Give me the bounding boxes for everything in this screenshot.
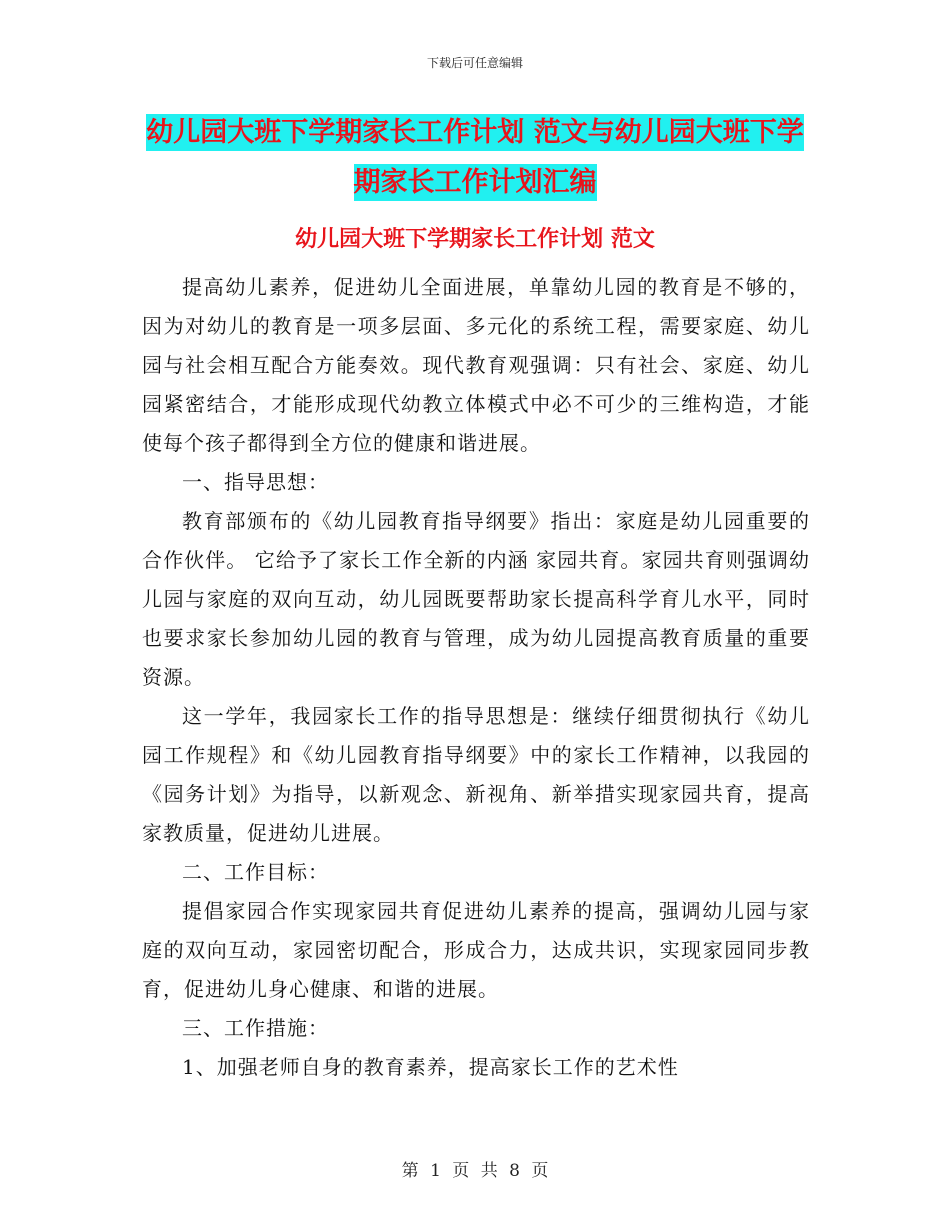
- body-text: [142, 268, 810, 1087]
- section-heading: 三、工作措施：: [182, 1016, 329, 1040]
- paragraph: 教育部颁布的《幼儿园教育指导纲要》指出：家庭是幼儿园重要的合作伙伴。 它给予了家长工作全新的内涵 家园共育。家园共育则强调幼儿园与家庭的双向互动，幼儿园既要帮助家长提高科学育儿水平，同时也要求家长参加幼儿园的教育与管理，成为幼儿园提高教育质量的重要资源。: [142, 509, 810, 689]
- paragraph: 提倡家园合作实现家园共育促进幼儿素养的提高，强调幼儿园与家庭的双向互动，家园密切配合，形成合力，达成共识，实现家园同步教育，促进幼儿身心健康、和谐的进展。: [142, 899, 810, 1001]
- header-note: 下载后可任意编辑: [426, 56, 523, 70]
- document-title: [140, 108, 810, 208]
- paragraph: 1、加强老师自身的教育素养，提高家长工作的艺术性: [182, 1055, 679, 1079]
- section-heading: 一、指导思想：: [182, 470, 329, 494]
- section-title: 幼儿园大班下学期家长工作计划 范文: [295, 227, 655, 252]
- paragraph: 提高幼儿素养，促进幼儿全面进展，单靠幼儿园的教育是不够的，因为对幼儿的教育是一项多层面、多元化的系统工程，需要家庭、幼儿园与社会相互配合方能奏效。现代教育观强调：只有社会、家庭、幼儿园紧密结合，才能形成现代幼教立体模式中必不可少的三维构造，才能使每个孩子都得到全方位的健康和谐进展。: [142, 275, 810, 455]
- section-heading: 二、工作目标：: [182, 860, 329, 884]
- paragraph: 这一学年，我园家长工作的指导思想是：继续仔细贯彻执行《幼儿园工作规程》和《幼儿园教育指导纲要》中的家长工作精神，以我园的《园务计划》为指导，以新观念、新视角、新举措实现家园共育，提高家教质量，促进幼儿进展。: [142, 704, 810, 845]
- document-title-text: 幼儿园大班下学期家长工作计划 范文与幼儿园大班下学期家长工作计划汇编: [146, 114, 803, 201]
- page-footer: 第 1 页 共 8 页: [401, 1161, 549, 1181]
